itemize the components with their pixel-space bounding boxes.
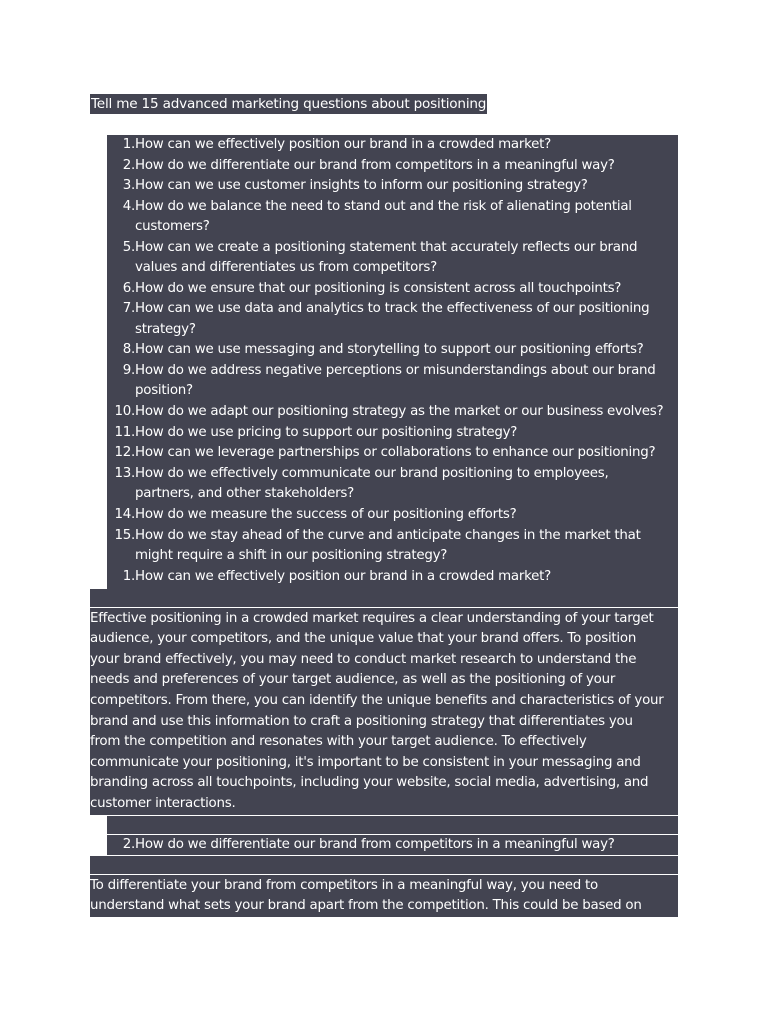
- list-text-continued: might require a shift in our positioning strategy?: [135, 548, 448, 563]
- list-text-continued: values and differentiates us from competitors?: [135, 260, 437, 275]
- list-text-continued: strategy?: [135, 322, 196, 337]
- list-item: [107, 197, 632, 218]
- divider-block: [107, 816, 678, 834]
- prompt-text: Tell me 15 advanced marketing questions about positioning: [91, 96, 487, 112]
- list-number: 1.: [122, 569, 135, 584]
- list-text: How do we differentiate our brand from competitors in a meaningful way?: [135, 837, 615, 852]
- list-number: 8.: [122, 342, 135, 357]
- followup-question: [107, 835, 615, 856]
- list-item: [107, 361, 656, 382]
- list-number: 9.: [122, 363, 135, 378]
- answer-line: customer interactions.: [90, 796, 236, 811]
- list-text-continued: position?: [135, 383, 193, 398]
- list-text: How do we effectively communicate our brand positioning to employees,: [135, 466, 609, 481]
- list-item: [107, 464, 609, 485]
- list-number: 14.: [114, 507, 135, 522]
- list-number: 10.: [114, 404, 135, 419]
- list-text: How can we use data and analytics to track the effectiveness of our positioning: [135, 301, 650, 316]
- list-text: How do we use pricing to support our positioning strategy?: [135, 425, 518, 440]
- list-text: How do we adapt our positioning strategy as the market or our business evolves?: [135, 404, 664, 419]
- answer-line: To differentiate your brand from competitors in a meaningful way, you need to: [90, 878, 598, 893]
- list-text: How do we measure the success of our positioning efforts?: [135, 507, 517, 522]
- list-number: 12.: [114, 445, 135, 460]
- list-item: [107, 443, 656, 464]
- answer-line: audience, your competitors, and the unique value that your brand offers. To position: [90, 631, 637, 646]
- list-number: 4.: [122, 199, 135, 214]
- list-text-continued: partners, and other stakeholders?: [135, 486, 354, 501]
- list-number: 5.: [122, 240, 135, 255]
- list-item: [107, 279, 622, 300]
- list-item: [107, 423, 518, 444]
- answer-line: Effective positioning in a crowded market requires a clear understanding of your target: [90, 611, 654, 626]
- list-number: 7.: [122, 301, 135, 316]
- answer-line: from the competition and resonates with your target audience. To effectively: [90, 734, 587, 749]
- list-text: How can we use customer insights to inform our positioning strategy?: [135, 178, 588, 193]
- list-number: 13.: [114, 466, 135, 481]
- list-text: How do we differentiate our brand from competitors in a meaningful way?: [135, 158, 615, 173]
- list-item: [107, 402, 664, 423]
- list-number: 1.: [122, 137, 135, 152]
- list-item: [107, 176, 588, 197]
- answer-line: communicate your positioning, it's important to be consistent in your messaging and: [90, 755, 641, 770]
- list-item: [107, 340, 644, 361]
- divider-block: [90, 856, 678, 874]
- list-text: How can we effectively position our brand in a crowded market?: [135, 137, 551, 152]
- list-number: 2.: [122, 158, 135, 173]
- list-number: 3.: [122, 178, 135, 193]
- answer-line: brand and use this information to craft a positioning strategy that differentiates you: [90, 714, 633, 729]
- list-text: How do we balance the need to stand out and the risk of alienating potential: [135, 199, 632, 214]
- list-item: [107, 238, 638, 259]
- list-item: [107, 505, 517, 526]
- list-item: [107, 135, 551, 156]
- divider-block: [90, 589, 678, 607]
- list-text: How do we ensure that our positioning is consistent across all touchpoints?: [135, 281, 622, 296]
- followup-question: [107, 567, 551, 588]
- list-number: 11.: [114, 425, 135, 440]
- list-text: How can we create a positioning statement that accurately reflects our brand: [135, 240, 638, 255]
- list-item: [107, 526, 641, 547]
- list-item: [107, 299, 650, 320]
- list-item: [107, 156, 615, 177]
- list-text: How can we use messaging and storytelling to support our positioning efforts?: [135, 342, 644, 357]
- answer-line: your brand effectively, you may need to conduct market research to understand the: [90, 652, 637, 667]
- answer-line: competitors. From there, you can identify the unique benefits and characteristics of your: [90, 693, 664, 708]
- list-number: 15.: [114, 528, 135, 543]
- list-number: 6.: [122, 281, 135, 296]
- list-text: How can we effectively position our brand in a crowded market?: [135, 569, 551, 584]
- list-text-continued: customers?: [135, 219, 210, 234]
- list-text: How can we leverage partnerships or collaborations to enhance our positioning?: [135, 445, 656, 460]
- list-number: 2.: [122, 837, 135, 852]
- list-text: How do we stay ahead of the curve and anticipate changes in the market that: [135, 528, 641, 543]
- list-text: How do we address negative perceptions or misunderstandings about our brand: [135, 363, 656, 378]
- answer-line: branding across all touchpoints, including your website, social media, advertising, and: [90, 775, 649, 790]
- answer-line: understand what sets your brand apart from the competition. This could be based on: [90, 898, 642, 913]
- answer-line: needs and preferences of your target audience, as well as the positioning of your: [90, 672, 616, 687]
